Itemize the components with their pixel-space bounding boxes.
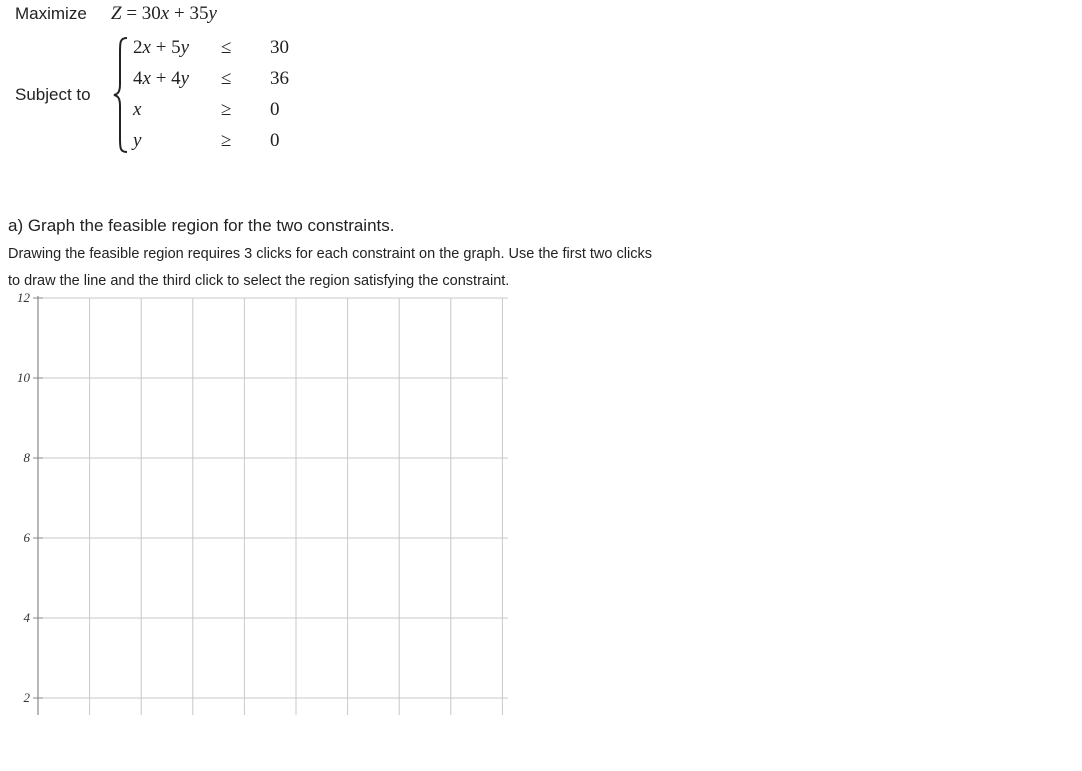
- y-tick-label: 12: [17, 290, 30, 305]
- objective-coef-2: 35: [189, 3, 209, 24]
- constraint-2-op: +: [155, 68, 167, 89]
- objective-lhs: Z: [111, 3, 122, 24]
- constraint-2-var-1: x: [142, 68, 151, 89]
- constraint-4-relation: ≥: [221, 130, 232, 151]
- constraint-3-rhs: 0: [270, 99, 280, 120]
- constraint-1-lhs: [133, 37, 189, 59]
- constraint-1-coef-2: 5: [171, 37, 181, 58]
- subject-to-label: Subject to: [15, 85, 91, 104]
- objective-function: [111, 3, 217, 25]
- maximize-label: Maximize: [15, 4, 87, 23]
- objective-var-1: x: [160, 3, 170, 24]
- constraint-2-var-2: y: [180, 68, 190, 89]
- objective-equals: =: [126, 3, 138, 24]
- constraint-1-var-1: x: [142, 37, 151, 58]
- constraint-2-relation: ≤: [221, 68, 232, 89]
- constraint-4-lhs: [133, 130, 141, 152]
- constraint-brace: [113, 36, 129, 154]
- objective-plus: +: [173, 3, 185, 24]
- constraint-1-var-2: y: [180, 37, 190, 58]
- constraint-3-relation: ≥: [221, 99, 232, 120]
- instructions-line-2: to draw the line and the third click to select the region satisfying the constraint.: [8, 273, 510, 289]
- constraint-2-coef-1: 4: [133, 68, 143, 89]
- feasible-region-graph[interactable]: [0, 290, 540, 720]
- y-tick-label: 6: [23, 530, 30, 545]
- constraint-2-lhs: [133, 68, 189, 90]
- objective-coef-1: 30: [141, 3, 161, 24]
- constraint-1-coef-1: 2: [133, 37, 143, 58]
- constraint-1-op: +: [155, 37, 167, 58]
- y-tick-label: 8: [23, 450, 30, 465]
- y-tick-label: 10: [17, 370, 30, 385]
- constraint-2-rhs: 36: [270, 68, 289, 89]
- constraint-4-var: y: [133, 130, 142, 151]
- y-tick-label: 4: [23, 610, 30, 625]
- constraint-3-var: x: [133, 99, 142, 120]
- constraint-3-lhs: [133, 99, 141, 121]
- constraint-1-relation: ≤: [221, 37, 232, 58]
- constraint-2-coef-2: 4: [171, 68, 181, 89]
- instructions-title: a) Graph the feasible region for the two constraints.: [8, 216, 395, 235]
- objective-var-2: y: [208, 3, 217, 24]
- constraint-1-rhs: 30: [270, 37, 289, 58]
- instructions-line-1: Drawing the feasible region requires 3 clicks for each constraint on the graph. Use the first two clicks: [8, 246, 652, 262]
- constraint-4-rhs: 0: [270, 130, 280, 151]
- y-tick-label: 2: [23, 690, 30, 705]
